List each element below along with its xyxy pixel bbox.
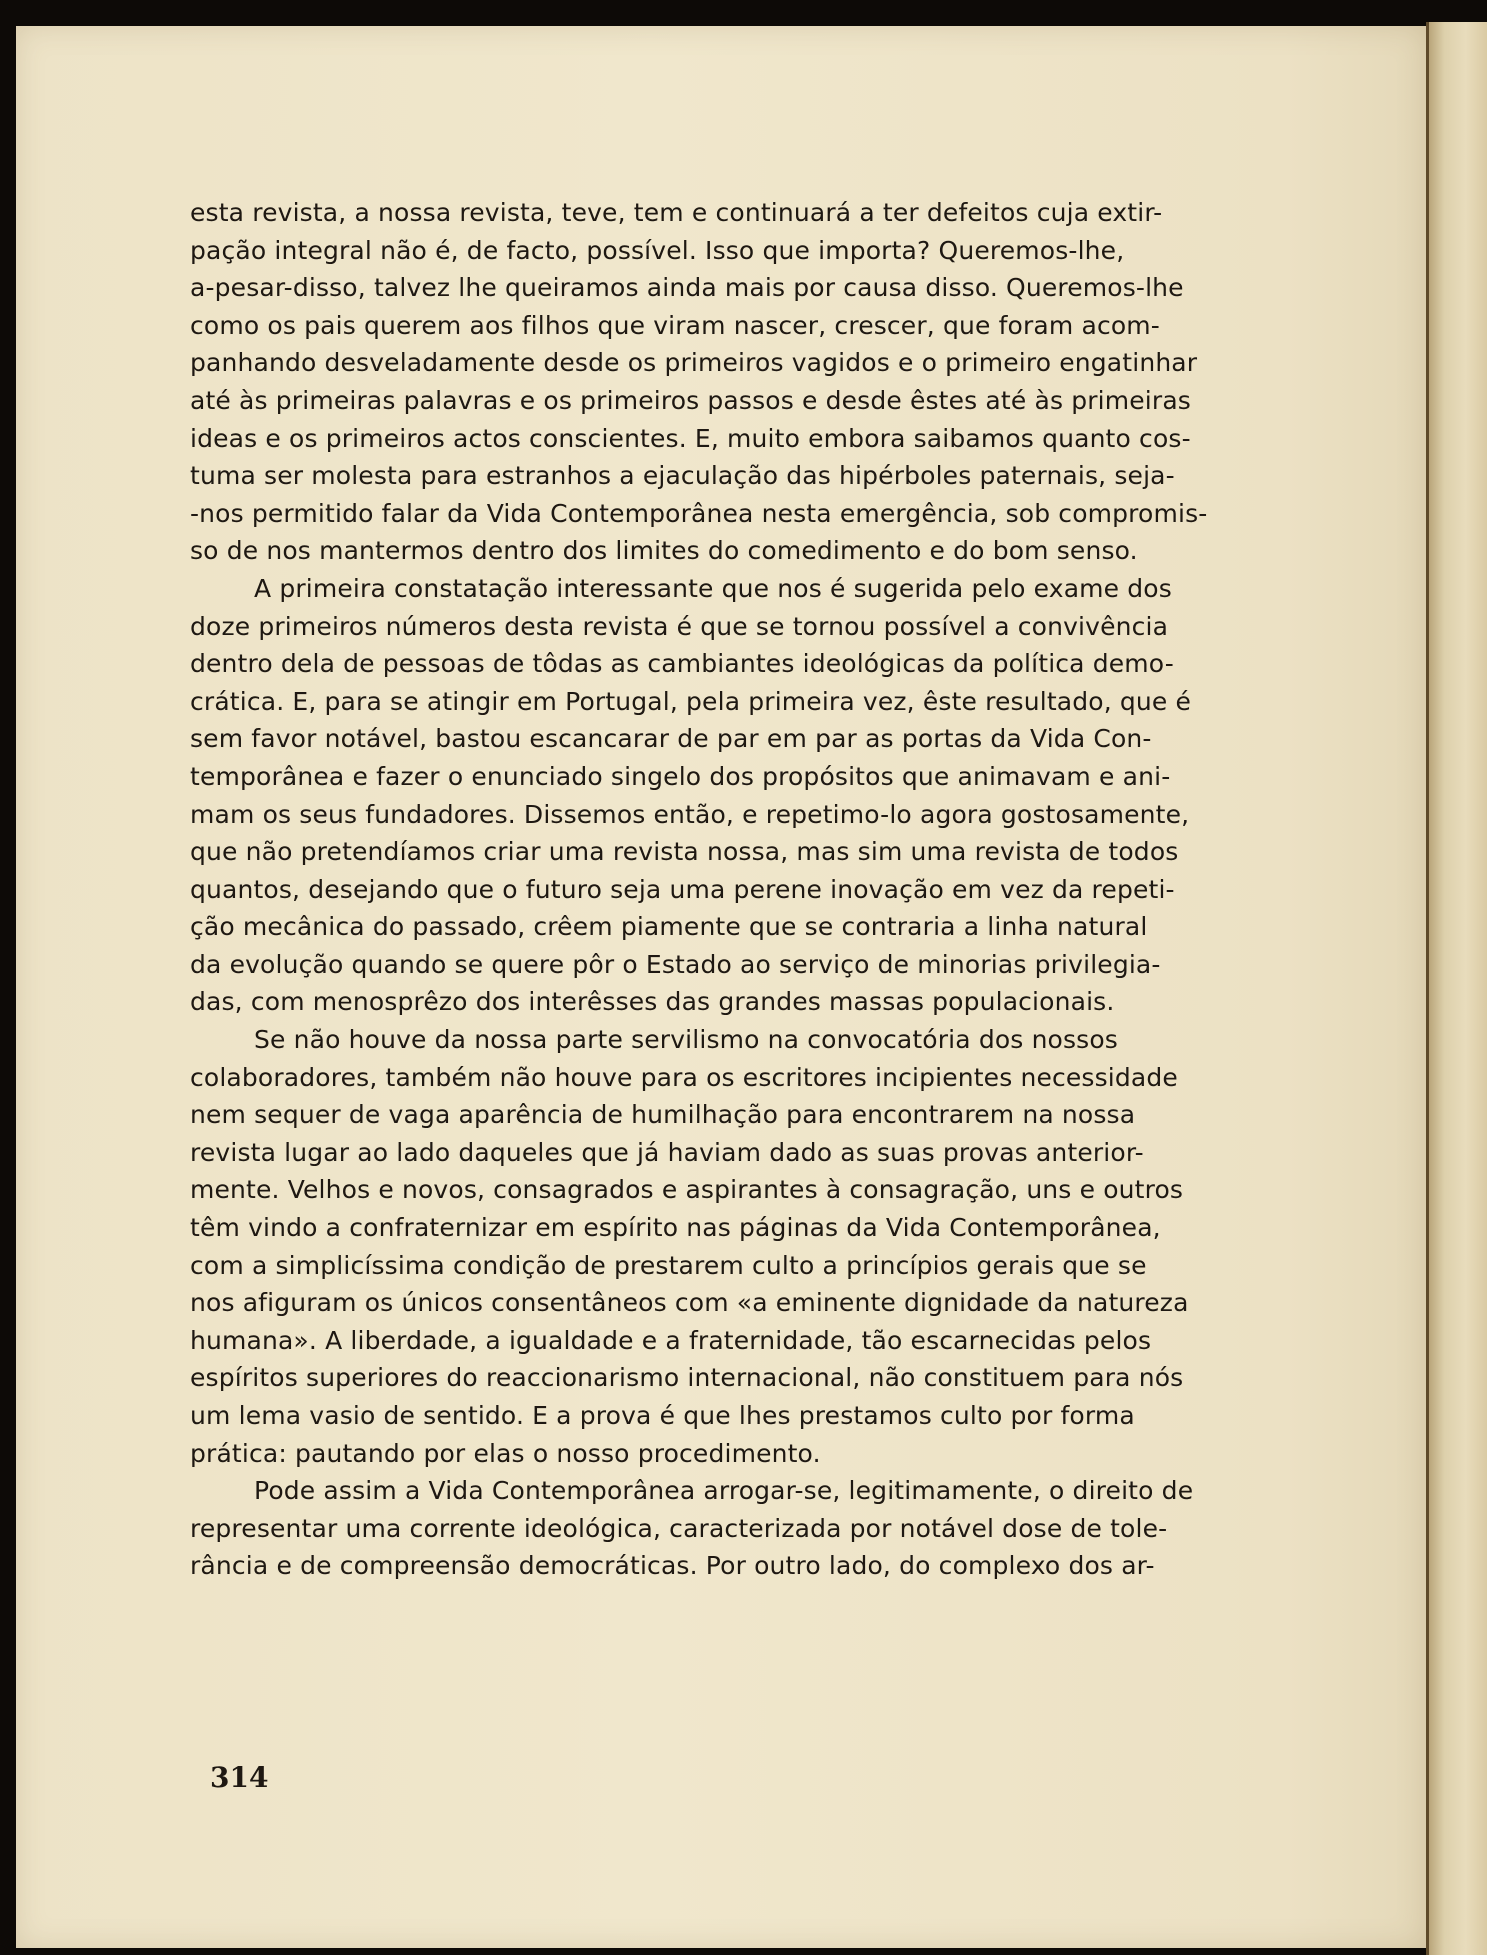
page-number: 314 [210, 1761, 269, 1794]
paragraph-1: esta revista, a nossa revista, teve, tem e continuará a ter defeitos cuja extir- pação integral não é, de facto, possível. Isso que importa? Queremos-lhe, a-pesar-disso, talvez lhe queiramos ainda mais por causa disso. Queremos-lhe como os pais querem aos filhos que viram nascer, crescer, que foram acom- panhando desveladamente desde os primeiros vagidos e o primeiro engatinhar até às primeiras palavras e os primeiros passos e desde êstes até às primeiras ideas e os primeiros actos conscientes. E, muito embora saibamos quanto cos- tuma ser molesta para estranhos a ejaculação das hipérboles paternais, seja- -nos permitido falar da Vida Contemporânea nesta emergência, sob compromis- so de nos mantermos dentro dos limites do comedimento e do bom senso. [190, 198, 1208, 566]
body-text [190, 194, 1258, 1585]
adjacent-page-edge [1426, 22, 1487, 1955]
paragraph-2: A primeira constatação interessante que nos é sugerida pelo exame dos doze primeiros números desta revista é que se tornou possível a convivência dentro dela de pessoas de tôdas as cambiantes ideológicas da política demo- crática. E, para se atingir em Portugal, pela primeira vez, êste resultado, que é sem favor notável, bastou escancarar de par em par as portas da Vida Con- temporânea e fazer o enunciado singelo dos propósitos que animavam e ani- mam os seus fundadores. Dissemos então, e repetimo-lo agora gostosamente, que não pretendíamos criar uma revista nossa, mas sim uma revista de todos quantos, desejando que o futuro seja uma perene inovação em vez da repeti- ção mecânica do passado, crêem piamente que se contraria a linha natural da evolução quando se quere pôr o Estado ao serviço de minorias privilegia- das, com menosprêzo dos interêsses das grandes massas populacionais. [190, 573, 1192, 1017]
paragraph-3: Se não houve da nossa parte servilismo na convocatória dos nossos colaboradores, também não houve para os escritores incipientes necessidade nem sequer de vaga aparência de humilhação para encontrarem na nossa revista lugar ao lado daqueles que já haviam dado as suas provas anterior- mente. Velhos e novos, consagrados e aspirantes à consagração, uns e outros têm vindo a confraternizar em espírito nas páginas da Vida Contemporânea, com a simplicíssima condição de prestarem culto a princípios gerais que se nos afiguram os únicos consentâneos com «a eminente dignidade da natureza humana». A liberdade, a igualdade e a fraternidade, tão escarnecidas pelos espíritos superiores do reaccionarismo internacional, não constituem para nós um lema vasio de sentido. E a prova é que lhes prestamos culto por forma prática: pautando por elas o nosso procedimento. [190, 1025, 1189, 1468]
paragraph-4: Pode assim a Vida Contemporânea arrogar-se, legitimamente, o direito de representar uma corrente ideológica, caracterizada por notável dose de tole- rância e de compreensão democráticas. Por outro lado, do complexo dos ar- [190, 1476, 1194, 1581]
